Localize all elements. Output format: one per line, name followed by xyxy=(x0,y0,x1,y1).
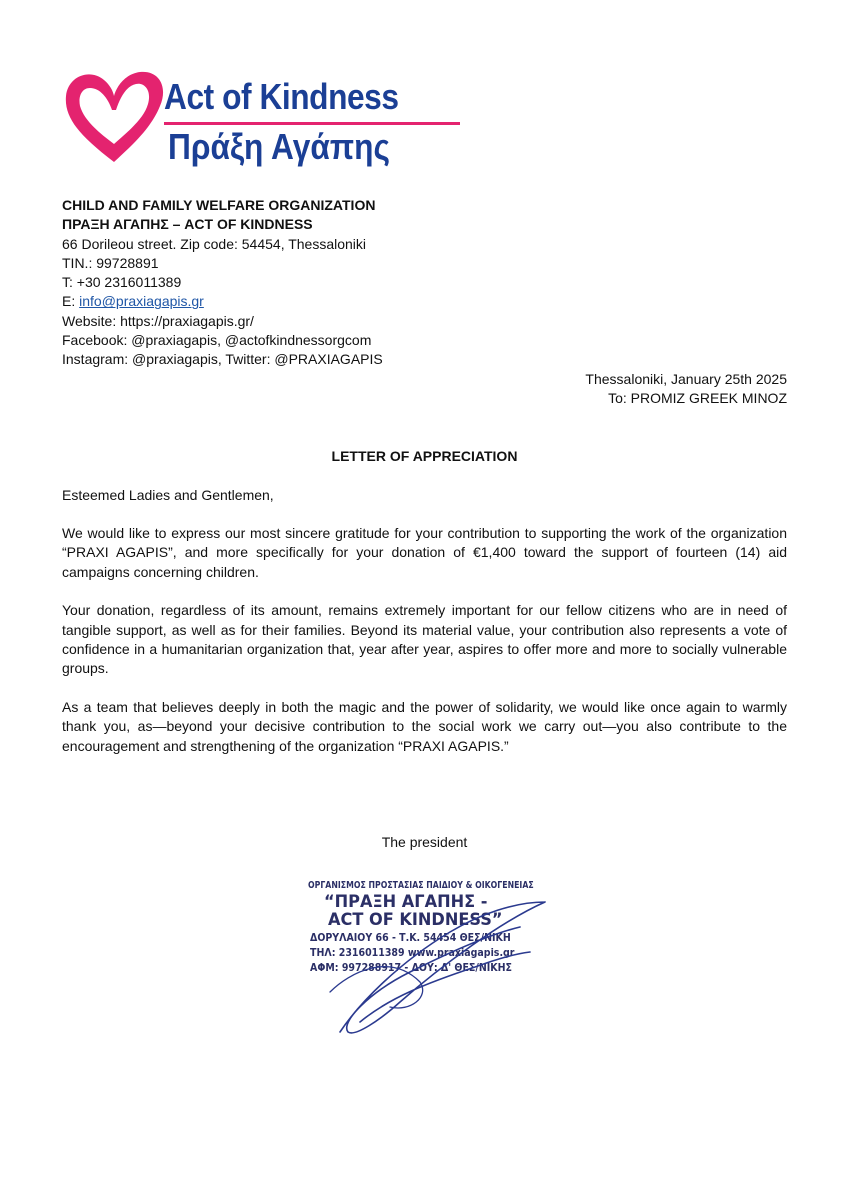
body-paragraph: As a team that believes deeply in both the magic and the power of solidarity, we would like once again to warmly thank you, as—beyond your decisive contribution to the social work we carry out—you also contribute to the encouragement and strengthening of the organization “PRAXI AGAPIS.” xyxy=(62,698,787,754)
salutation: Esteemed Ladies and Gentlemen, xyxy=(62,487,274,503)
organization-stamp xyxy=(300,872,560,1042)
org-name: ΠΡΑΞΗ ΑΓΑΠΗΣ – ACT OF KINDNESS xyxy=(62,216,313,233)
org-address: 66 Dorileou street. Zip code: 54454, Thessaloniki xyxy=(62,235,367,252)
org-tin: TIN.: 99728891 xyxy=(62,254,159,271)
stamp-line-name-en: ACT OF KINDNESS” xyxy=(328,910,503,930)
org-email-line xyxy=(62,292,383,311)
stamp-line-name-gr: “ΠΡΑΞΗ ΑΓΑΠΗΣ - xyxy=(324,892,488,912)
body-paragraph: Your donation, regardless of its amount, remains extremely important for our fellow citizens who are in need of tangible support, as well as for their families. Beyond its material value, your contribution also represents a vote of confidence in a humanitarian organization that, year after year, aspires to offer more and more to socially vulnerable groups. xyxy=(62,602,787,677)
logo-divider xyxy=(164,122,460,125)
heart-icon xyxy=(60,66,168,170)
org-logo xyxy=(60,62,405,180)
org-type: CHILD AND FAMILY WELFARE ORGANIZATION xyxy=(62,197,376,213)
stamp-line-address: ΔΟΡΥΛΑΙΟΥ 66 - Τ.Κ. 54454 ΘΕΣ/ΝΙΚΗ xyxy=(310,931,511,944)
recipient: To: PROMIZ GREEK MINOZ xyxy=(608,390,787,407)
letter-meta xyxy=(585,370,787,409)
logo-title-gr: Πράξη Αγάπης xyxy=(168,126,390,167)
org-website: Website: https://praxiagapis.gr/ xyxy=(62,312,254,329)
letter-body xyxy=(62,524,787,775)
email-link[interactable]: info@praxiagapis.gr xyxy=(79,293,204,310)
body-paragraph: We would like to express our most sincere gratitude for your contribution to supporting the work of the organization “PRAXI AGAPIS”, and more specifically for your donation of €1,400 toward the support of fourteen (14) aid campaigns concerning children. xyxy=(62,525,787,580)
org-phone: T: +30 2316011389 xyxy=(62,274,182,291)
signature xyxy=(300,872,560,1042)
stamp-line-tax: ΑΦΜ: 997288917 - ΔΟΥ: Δ' ΘΕΣ/ΝΙΚΗΣ xyxy=(310,961,512,974)
email-label: E: xyxy=(62,293,80,310)
stamp-line-contact: ΤΗΛ: 2316011389 www.praxiagapis.gr xyxy=(310,946,515,959)
org-instagram: Instagram: @praxiagapis, Twitter: @PRAXIAGAPIS xyxy=(62,351,383,368)
closing-title: The president xyxy=(381,834,468,850)
sender-block xyxy=(62,196,383,370)
letter-subject: LETTER OF APPRECIATION xyxy=(331,448,518,464)
stamp-line-org-type: ΟΡΓΑΝΙΣΜΟΣ ΠΡΟΣΤΑΣΙΑΣ ΠΑΙΔΙΟΥ & ΟΙΚΟΓΕΝΕΙΑΣ xyxy=(308,880,534,891)
place-date: Thessaloniki, January 25th 2025 xyxy=(585,371,787,387)
logo-title-en: Act of Kindness xyxy=(164,76,399,117)
org-facebook: Facebook: @praxiagapis, @actofkindnessorgcom xyxy=(62,332,372,349)
